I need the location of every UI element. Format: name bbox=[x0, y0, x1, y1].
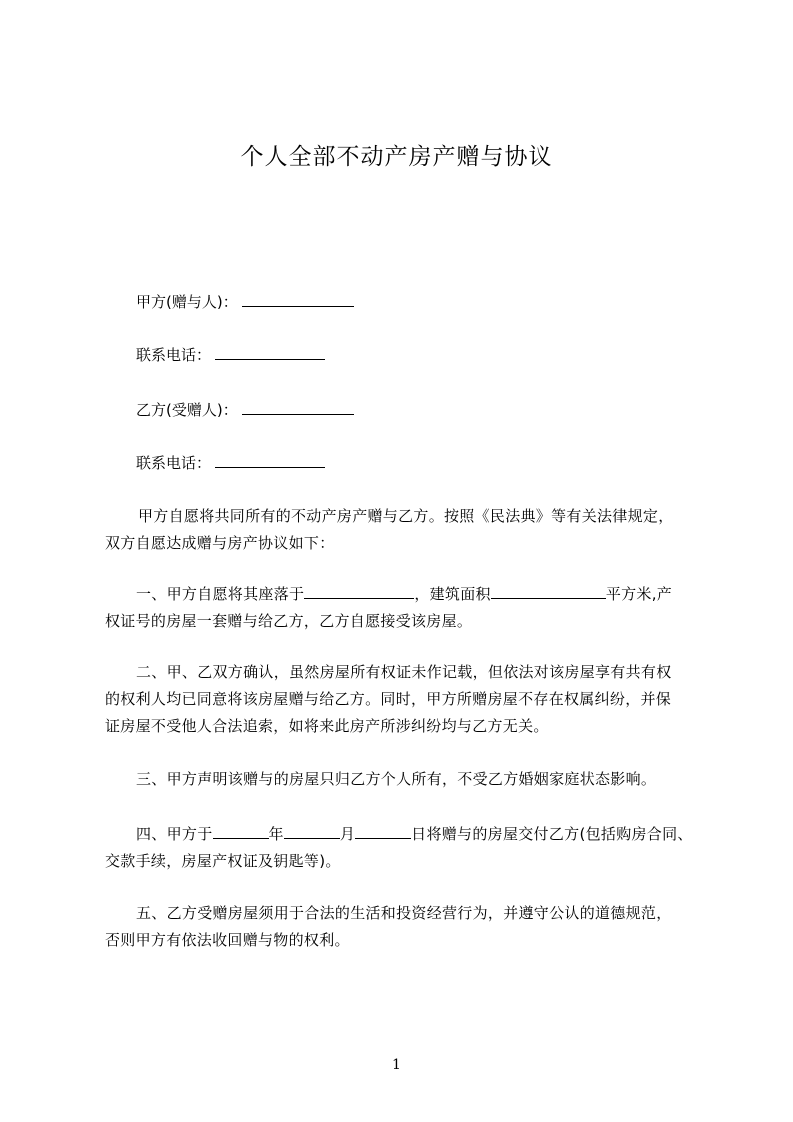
year-blank[interactable] bbox=[213, 823, 269, 839]
clause-5 bbox=[105, 900, 695, 954]
clause-4 bbox=[105, 821, 695, 875]
clause-4-text: 四、甲方于 bbox=[136, 825, 213, 843]
party-b-blank[interactable] bbox=[242, 399, 354, 415]
clause-1-line: 权证号的房屋一套赠与给乙方，乙方自愿接受该房屋。 bbox=[105, 612, 473, 630]
clause-1-text: 一、甲方自愿将其座落于 bbox=[136, 585, 305, 603]
party-a-phone-label: 联系电话： bbox=[136, 346, 212, 364]
party-b-phone-blank[interactable] bbox=[215, 452, 325, 468]
clause-1 bbox=[105, 581, 695, 635]
clause-4-line bbox=[105, 821, 695, 848]
day-blank[interactable] bbox=[355, 823, 411, 839]
clause-4-text: 日将赠与的房屋交付乙方(包括购房合同、 bbox=[411, 825, 693, 843]
location-blank[interactable] bbox=[304, 583, 414, 599]
party-a-blank[interactable] bbox=[242, 291, 354, 307]
party-b-phone-field bbox=[136, 452, 325, 473]
document-title: 个人全部不动产房产赠与协议 bbox=[240, 144, 553, 170]
preamble-line: 甲方自愿将共同所有的不动产房产赠与乙方。按照《民法典》等有关法律规定， bbox=[138, 507, 674, 525]
page-number: 1 bbox=[392, 1057, 401, 1073]
party-a-label: 甲方(赠与人)： bbox=[136, 293, 238, 311]
party-b-field bbox=[136, 399, 354, 420]
preamble-paragraph bbox=[105, 503, 695, 557]
month-blank[interactable] bbox=[284, 823, 340, 839]
clause-2 bbox=[105, 659, 695, 740]
clause-3-line: 三、甲方声明该赠与的房屋只归乙方个人所有，不受乙方婚姻家庭状态影响。 bbox=[136, 770, 657, 788]
clause-3 bbox=[105, 766, 695, 793]
clause-4-text: 年 bbox=[268, 825, 284, 843]
party-a-phone-blank[interactable] bbox=[215, 344, 325, 360]
clause-5-line: 否则甲方有依法收回赠与物的权利。 bbox=[105, 931, 350, 949]
party-b-label: 乙方(受赠人)： bbox=[136, 401, 238, 419]
party-b-phone-label: 联系电话： bbox=[136, 454, 212, 472]
clause-2-line: 的权利人均已同意将该房屋赠与给乙方。同时，甲方所赠房屋不存在权属纠纷，并保 bbox=[105, 690, 672, 708]
party-a-field bbox=[136, 291, 354, 312]
clause-2-line: 证房屋不受他人合法追索，如将来此房产所涉纠纷均与乙方无关。 bbox=[105, 717, 549, 735]
clause-1-line bbox=[105, 581, 695, 608]
clause-4-line: 交款手续，房屋产权证及钥匙等)。 bbox=[105, 852, 341, 870]
clause-2-line: 二、甲、乙双方确认，虽然房屋所有权证未作记载，但依法对该房屋享有共有权 bbox=[136, 663, 672, 681]
area-blank[interactable] bbox=[491, 583, 606, 599]
clause-1-text: ，建筑面积 bbox=[414, 585, 491, 603]
party-a-phone-field bbox=[136, 344, 325, 365]
clause-1-text: 平方米,产 bbox=[605, 585, 673, 603]
preamble-line: 双方自愿达成赠与房产协议如下： bbox=[105, 534, 335, 552]
clause-5-line: 五、乙方受赠房屋须用于合法的生活和投资经营行为，并遵守公认的道德规范， bbox=[136, 904, 672, 922]
clause-4-text: 月 bbox=[339, 825, 356, 843]
